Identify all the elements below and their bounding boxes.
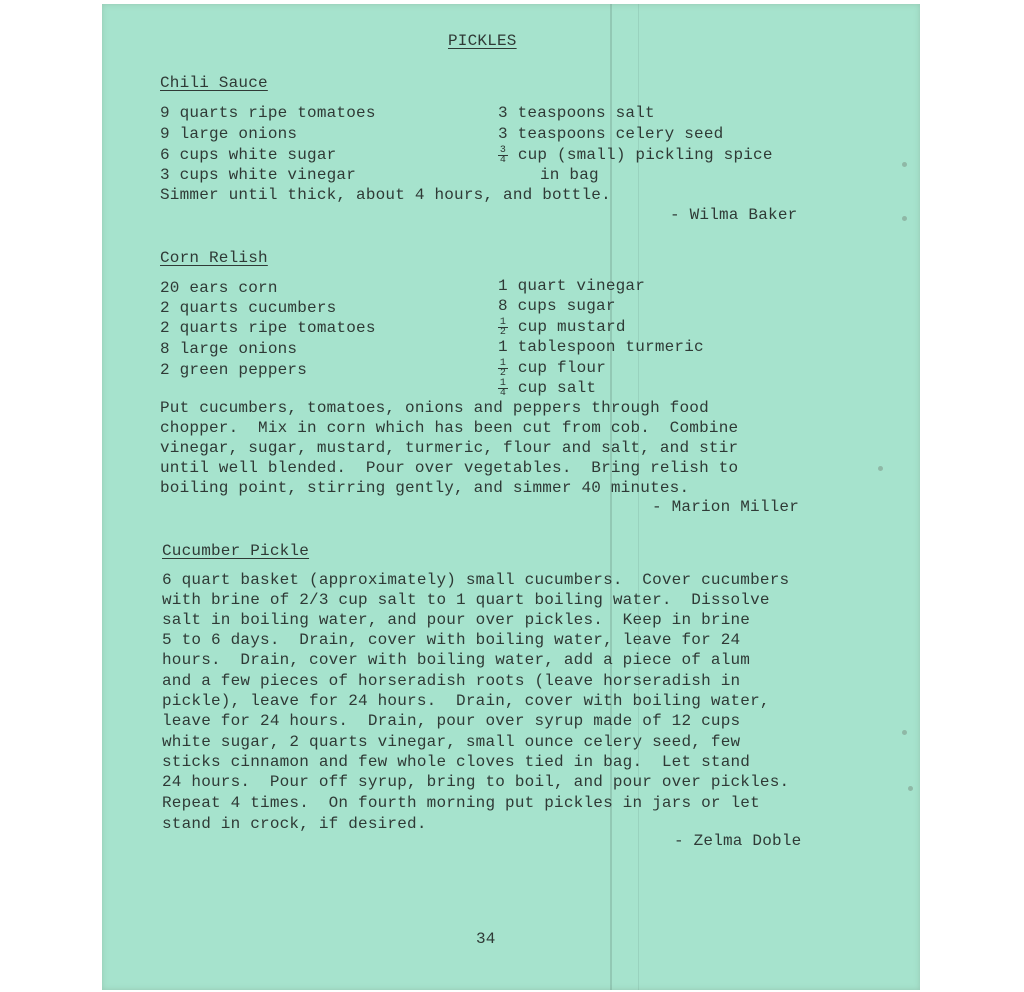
- ingredient: 9 quarts ripe tomatoes: [160, 104, 376, 122]
- ingredient: 9 large onions: [160, 125, 298, 143]
- instruction-line: vinegar, sugar, mustard, turmeric, flour and salt, and stir: [160, 439, 739, 457]
- chili-sauce-author: - Wilma Baker: [670, 206, 798, 224]
- instruction-line: white sugar, 2 quarts vinegar, small ounce celery seed, few: [162, 733, 741, 751]
- ingredient: 2 green peppers: [160, 361, 308, 379]
- instruction-line: sticks cinnamon and few whole cloves tied in bag. Let stand: [162, 753, 751, 771]
- ingredient-with-fraction: $\frac{1}{2}$ cup mustard: [499, 317, 626, 338]
- page-title: PICKLES: [448, 32, 517, 50]
- ingredient: 2 quarts cucumbers: [160, 299, 337, 317]
- binder-hole-mark: [902, 216, 907, 221]
- cucumber-pickle-author: - Zelma Doble: [674, 832, 802, 850]
- ingredient: 1 quart vinegar: [498, 277, 646, 295]
- instruction-line: pickle), leave for 24 hours. Drain, cover with boiling water,: [162, 692, 770, 710]
- ingredient-with-fraction: $\frac{1}{2}$ cup flour: [499, 358, 607, 379]
- fraction: $\frac{1}{2}$: [499, 358, 507, 379]
- chili-sauce-instructions: Simmer until thick, about 4 hours, and bottle.: [160, 186, 611, 204]
- ingredient: 2 quarts ripe tomatoes: [160, 319, 376, 337]
- binder-hole-mark: [902, 162, 907, 167]
- binder-hole-mark: [878, 466, 883, 471]
- instruction-line: chopper. Mix in corn which has been cut from cob. Combine: [160, 419, 739, 437]
- corn-relish-author: - Marion Miller: [652, 498, 800, 516]
- ingredient-with-fraction: $\frac{1}{4}$ cup salt: [499, 378, 597, 399]
- fraction: $\frac{1}{4}$: [499, 378, 507, 399]
- instruction-line: 6 quart basket (approximately) small cucumbers. Cover cucumbers: [162, 571, 790, 589]
- instruction-line: leave for 24 hours. Drain, pour over syrup made of 12 cups: [162, 712, 741, 730]
- ingredient: 8 large onions: [160, 340, 298, 358]
- cucumber-pickle-heading: Cucumber Pickle: [162, 542, 310, 560]
- instruction-line: until well blended. Pour over vegetables. Bring relish to: [160, 459, 739, 477]
- ingredient: 3 teaspoons celery seed: [498, 125, 724, 143]
- fraction: $\frac{1}{2}$: [499, 317, 507, 338]
- instruction-line: stand in crock, if desired.: [162, 815, 427, 833]
- instruction-line: 24 hours. Pour off syrup, bring to boil, and pour over pickles.: [162, 773, 790, 791]
- instruction-line: boiling point, stirring gently, and simmer 40 minutes.: [160, 479, 690, 497]
- ingredient: 8 cups sugar: [498, 297, 616, 315]
- instruction-line: hours. Drain, cover with boiling water, add a piece of alum: [162, 651, 751, 669]
- chili-sauce-heading: Chili Sauce: [160, 74, 268, 92]
- ingredient: 20 ears corn: [160, 279, 278, 297]
- instruction-line: Repeat 4 times. On fourth morning put pickles in jars or let: [162, 794, 760, 812]
- instruction-line: 5 to 6 days. Drain, cover with boiling water, leave for 24: [162, 631, 741, 649]
- ingredient: 6 cups white sugar: [160, 146, 337, 164]
- ingredient: 3 cups white vinegar: [160, 166, 357, 184]
- instruction-line: salt in boiling water, and pour over pickles. Keep in brine: [162, 611, 751, 629]
- instruction-line: Put cucumbers, tomatoes, onions and peppers through food: [160, 399, 709, 417]
- page-number: 34: [476, 930, 496, 948]
- ingredient: 3 teaspoons salt: [498, 104, 655, 122]
- ingredient: 1 tablespoon turmeric: [498, 338, 704, 356]
- binder-hole-mark: [902, 730, 907, 735]
- corn-relish-heading: Corn Relish: [160, 249, 268, 267]
- instruction-line: with brine of 2/3 cup salt to 1 quart boiling water. Dissolve: [162, 591, 770, 609]
- fraction: $\frac{3}{4}$: [499, 145, 507, 166]
- binder-hole-mark: [908, 786, 913, 791]
- ingredient-with-fraction: $\frac{3}{4}$ cup (small) pickling spice: [499, 145, 773, 166]
- ingredient: in bag: [540, 166, 599, 184]
- instruction-line: and a few pieces of horseradish roots (leave horseradish in: [162, 672, 741, 690]
